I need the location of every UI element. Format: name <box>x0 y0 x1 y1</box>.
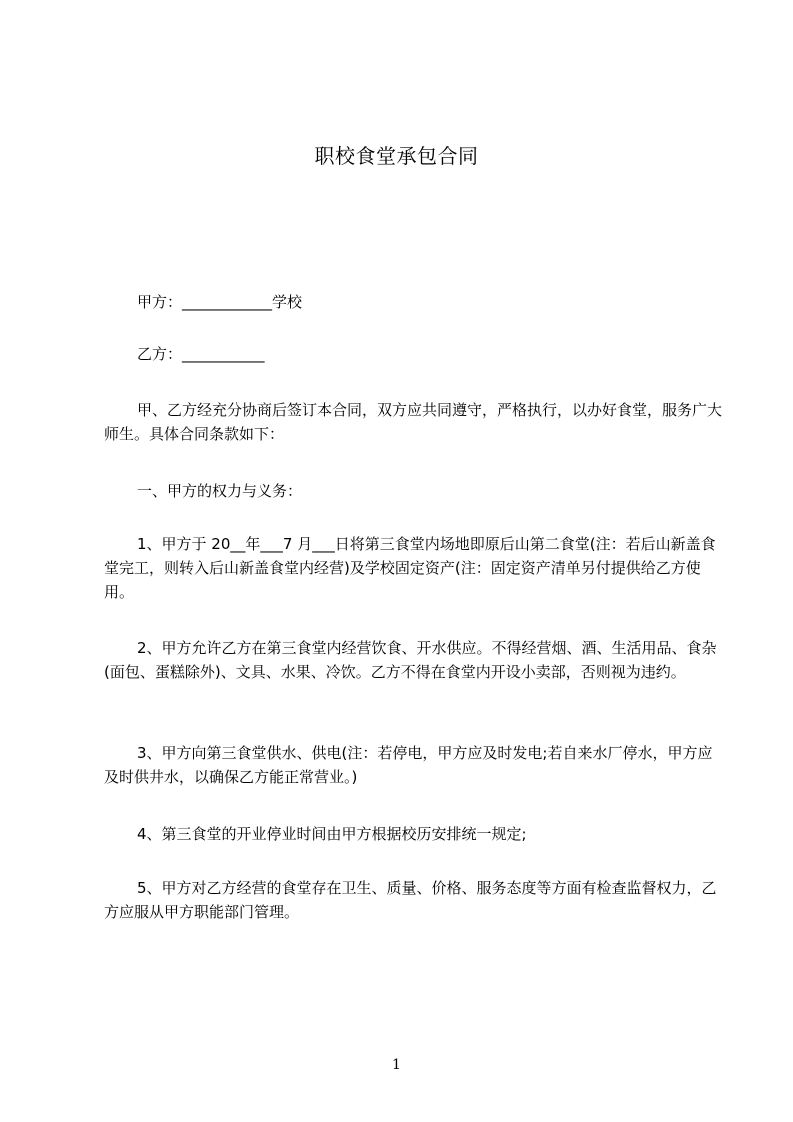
clause-1: 1、甲方于 20__年___7 月___日将第三食堂内场地即原后山第二食堂(注：若后山新盖食堂完工，则转入后山新盖食堂内经营)及学校固定资产(注：固定资产清单另付提供给乙方使用。 <box>104 535 716 601</box>
section-heading: 一、甲方的权力与义务： <box>137 482 303 500</box>
clause-2: 2、甲方允许乙方在第三食堂内经营饮食、开水供应。不得经营烟、酒、生活用品、食杂(面包、蛋糕除外)、文具、水果、冷饮。乙方不得在食堂内开设小卖部，否则视为违约。 <box>104 639 717 681</box>
clause-5: 5、甲方对乙方经营的食堂存在卫生、质量、价格、服务态度等方面有检查监督权力，乙方应服从甲方职能部门管理。 <box>104 879 717 921</box>
page-number: 1 <box>392 1057 401 1073</box>
intro-paragraph: 甲、乙方经充分协商后签订本合同，双方应共同遵守，严格执行，以办好食堂，服务广大师生。具体合同条款如下： <box>104 401 723 443</box>
contract-title: 职校食堂承包合同 <box>314 144 479 168</box>
party-a-line: 甲方：____________学校 <box>137 293 303 311</box>
party-b-line: 乙方：___________ <box>137 345 265 363</box>
clause-3: 3、甲方向第三食堂供水、供电(注：若停电，甲方应及时发电;若自来水厂停水，甲方应及时供井水，以确保乙方能正常营业。) <box>104 744 713 786</box>
clause-4: 4、第三食堂的开业停业时间由甲方根据校历安排统一规定; <box>137 825 527 843</box>
